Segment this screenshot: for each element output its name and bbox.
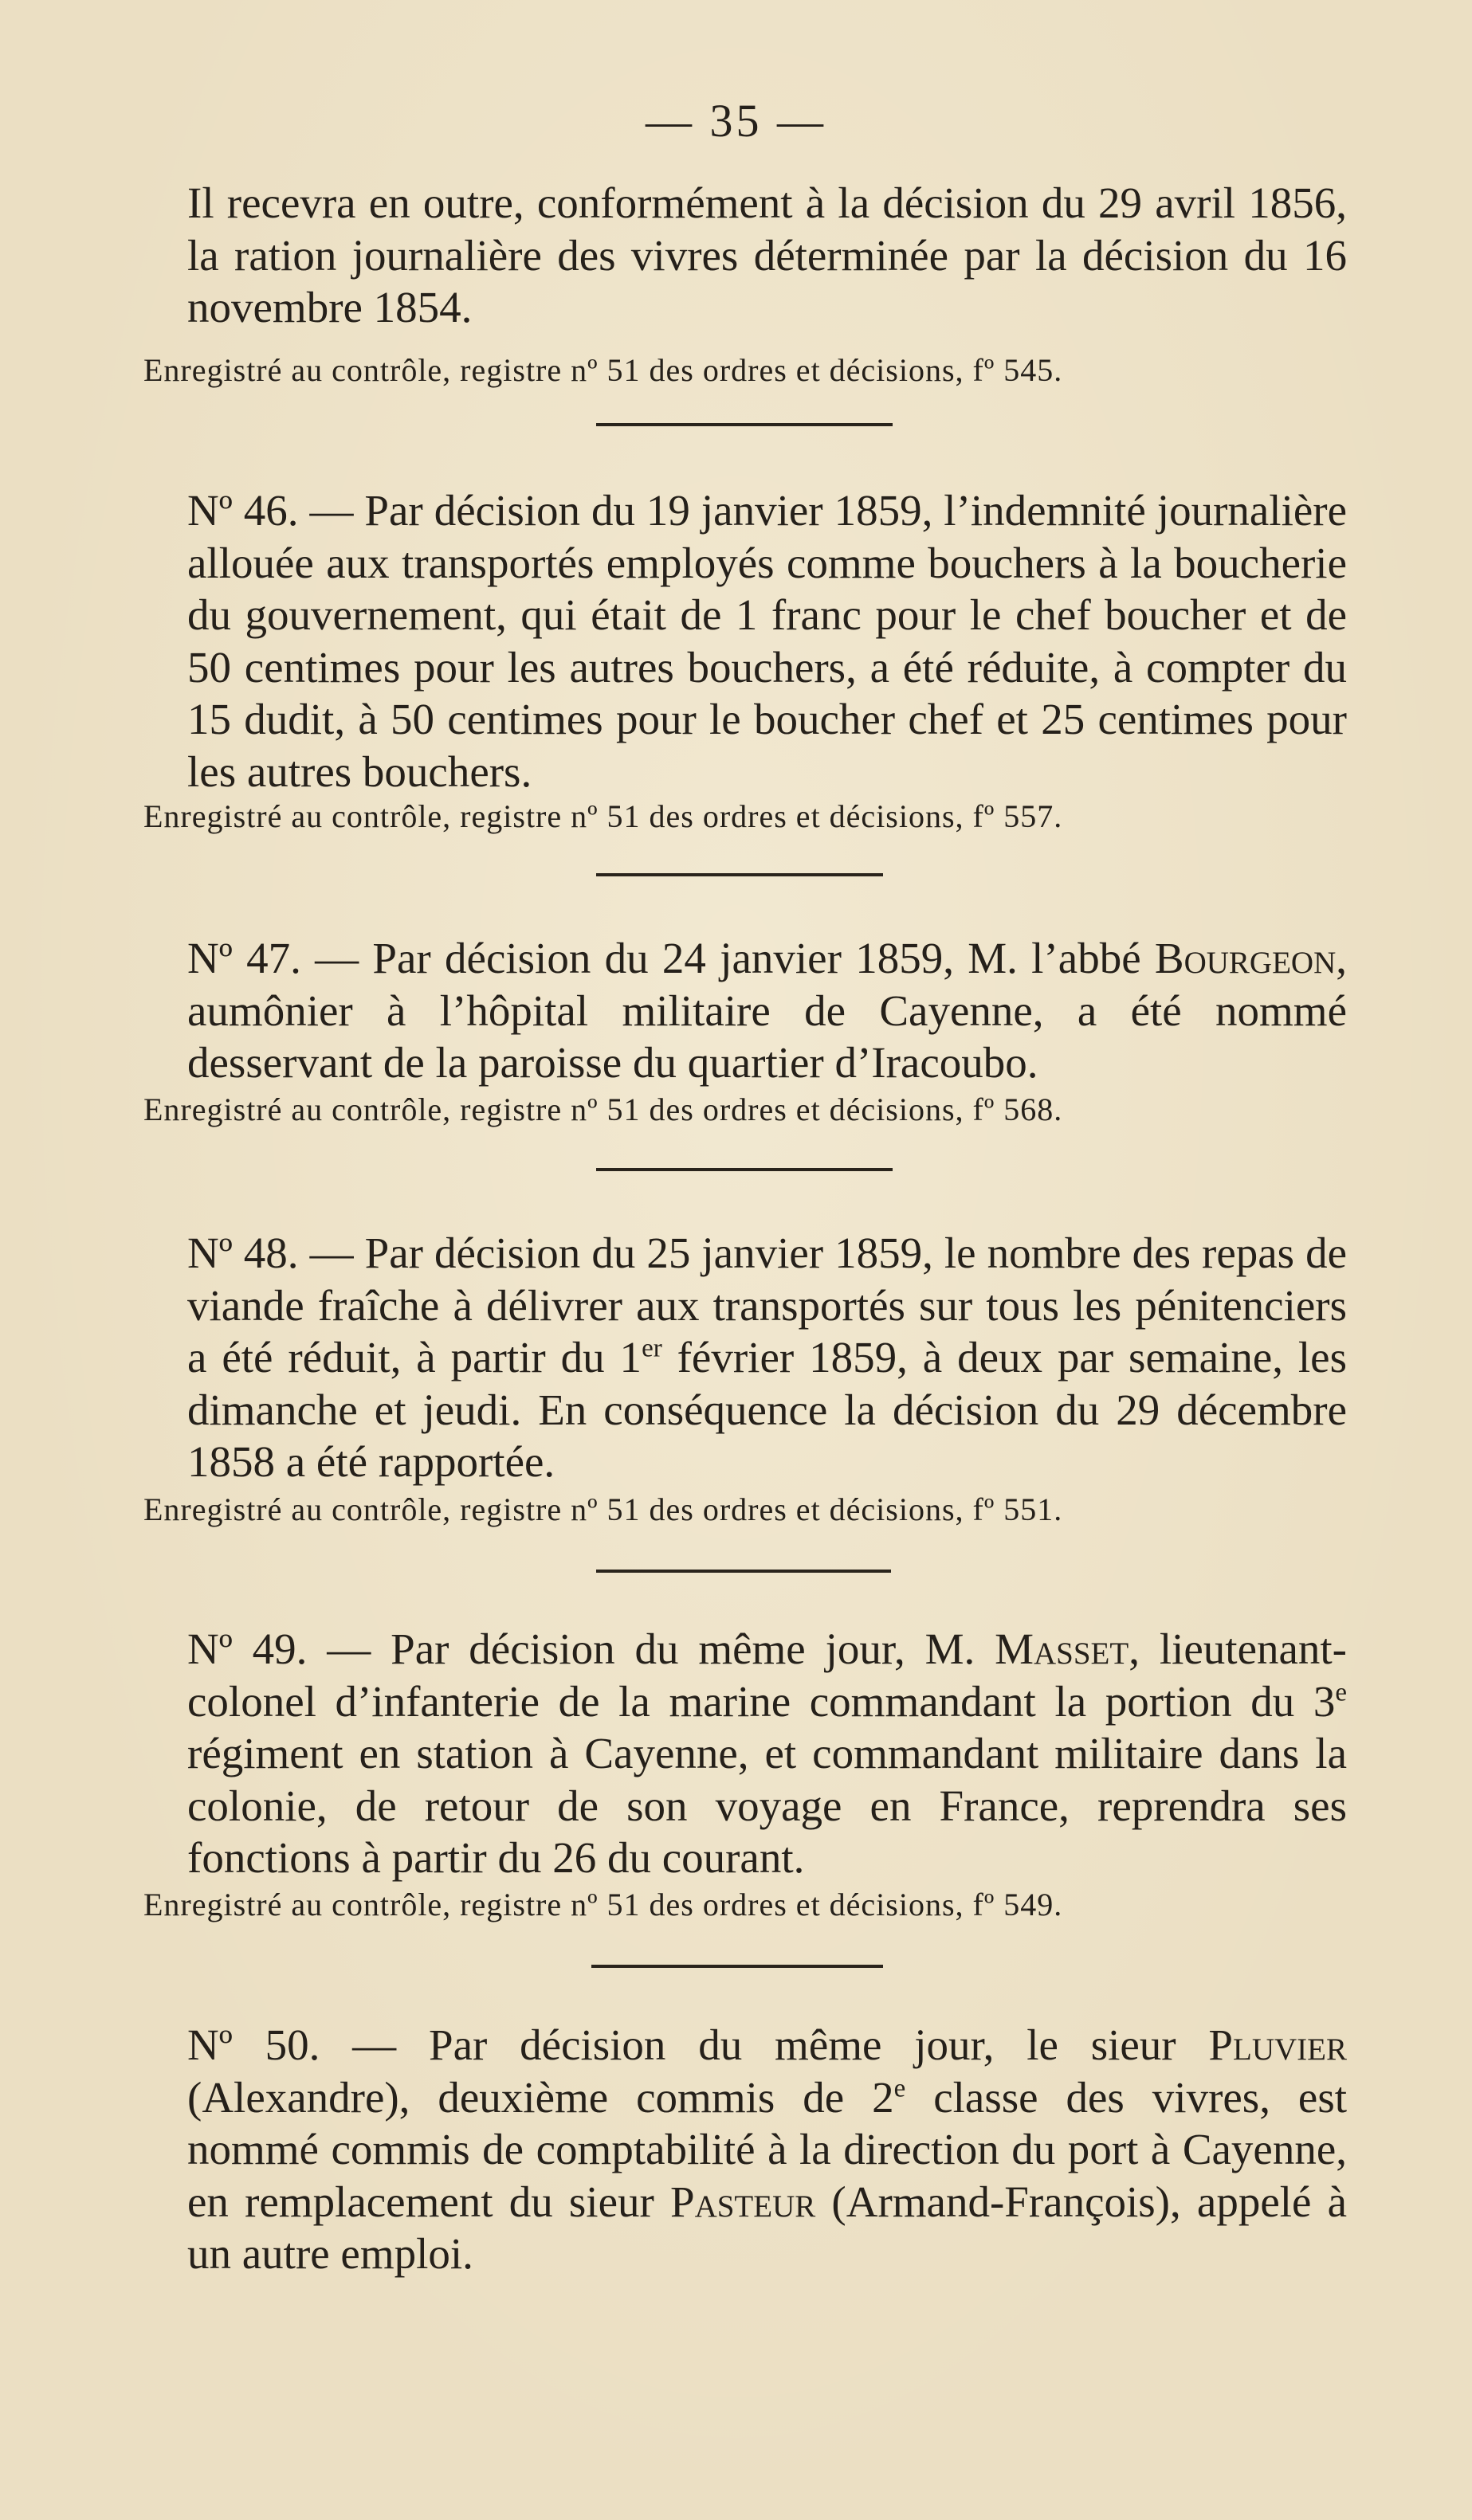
entry-48-body-before: — Par décision du 25 janvier 1859, le nombre des repas de viande fraîche à délivrer aux transportés sur tous les pénitenciers a été réduit, à partir du 1: [187, 1229, 1348, 1381]
entry-49-number: Nº 49.: [187, 1624, 308, 1673]
entry-47-name: Bourgeon: [1154, 934, 1337, 982]
intro-paragraph: Il recevra en outre, conformément à la décision du 29 avril 1856, la ration journalière des vivres déterminée par la décision du 16 novembre 1854.: [187, 178, 1347, 331]
entry-47: [187, 932, 1347, 1089]
entry-50-body-before: — Par décision du même jour, le sieur: [352, 2020, 1209, 2069]
entry-48-superscript: er: [642, 1334, 662, 1363]
separator-rule: [596, 1570, 891, 1573]
entry-49-body-middle: , lieutenant-colonel d’infanterie de la marine commandant la portion du 3: [187, 1624, 1347, 1726]
entry-50-name: Pluvier: [1208, 2020, 1347, 2069]
entry-48-registration: Enregistré au contrôle, registre nº 51 des ordres et décisions, fº 551.: [143, 1491, 1063, 1527]
entry-50: [187, 2019, 1347, 2280]
entry-48-body-after: février 1859, à deux par semaine, les dimanche et jeudi. En conséquence la décision du 29 décembre 1858 a été rapportée.: [187, 1333, 1347, 1486]
separator-rule: [596, 423, 893, 426]
entry-50-name2: Pasteur: [669, 2177, 816, 2226]
entry-48: [187, 1227, 1347, 1488]
entry-50-superscript: e: [893, 2074, 906, 2103]
entry-47-body-after: , aumônier à l’hôpital militaire de Cayenne, a été nommé desservant de la paroisse du quartier d’Iracoubo.: [187, 934, 1347, 1087]
entry-50-number: Nº 50.: [187, 2020, 320, 2069]
entry-47-registration: Enregistré au contrôle, registre nº 51 des ordres et décisions, fº 568.: [143, 1091, 1063, 1127]
entry-49-body-before: — Par décision du même jour, M.: [327, 1624, 995, 1673]
entry-49-body-after: régiment en station à Cayenne, et commandant militaire dans la colonie, de retour de son voyage en France, reprendra ses fonctions à partir du 26 du courant.: [187, 1729, 1347, 1882]
entry-49: [187, 1623, 1347, 1884]
entry-46: [187, 484, 1347, 798]
entry-50-body-middle: (Alexandre), deuxième commis de 2: [187, 2072, 894, 2122]
entry-47-number: Nº 47.: [187, 934, 301, 982]
separator-rule: [596, 873, 883, 876]
entry-48-number: Nº 48.: [187, 1229, 299, 1277]
entry-49-superscript: e: [1335, 1678, 1347, 1707]
page-number: — 35 —: [646, 95, 826, 147]
entry-50-body-middle2: classe des vivres, est nommé commis de comptabilité à la direction du port à Cayenne, en remplacement du sieur: [187, 2072, 1347, 2226]
separator-rule: [591, 1965, 883, 1968]
entry-46-body: — Par décision du 19 janvier 1859, l’indemnité journalière allouée aux transportés employés comme bouchers à la boucherie du gouvernement, qui était de 1 franc pour le chef boucher et de 50 centimes pour les autres bouchers, a été réduite, à compter du 15 dudit, à 50 centimes pour le boucher chef et 25 centimes pour les autres bouchers.: [187, 486, 1347, 796]
entry-49-registration: Enregistré au contrôle, registre nº 51 des ordres et décisions, fº 549.: [143, 1887, 1063, 1922]
entry-49-name: Masset: [995, 1624, 1129, 1673]
entry-47-body-before: — Par décision du 24 janvier 1859, M. l’abbé: [315, 934, 1155, 982]
entry-50-body-after: (Armand-François), appelé à un autre emploi.: [187, 2177, 1348, 2278]
entry-46-registration: Enregistré au contrôle, registre nº 51 des ordres et décisions, fº 557.: [143, 798, 1063, 834]
entry-46-number: Nº 46.: [187, 486, 299, 535]
separator-rule: [596, 1168, 893, 1171]
intro-registration: Enregistré au contrôle, registre nº 51 des ordres et décisions, fº 545.: [143, 352, 1063, 388]
